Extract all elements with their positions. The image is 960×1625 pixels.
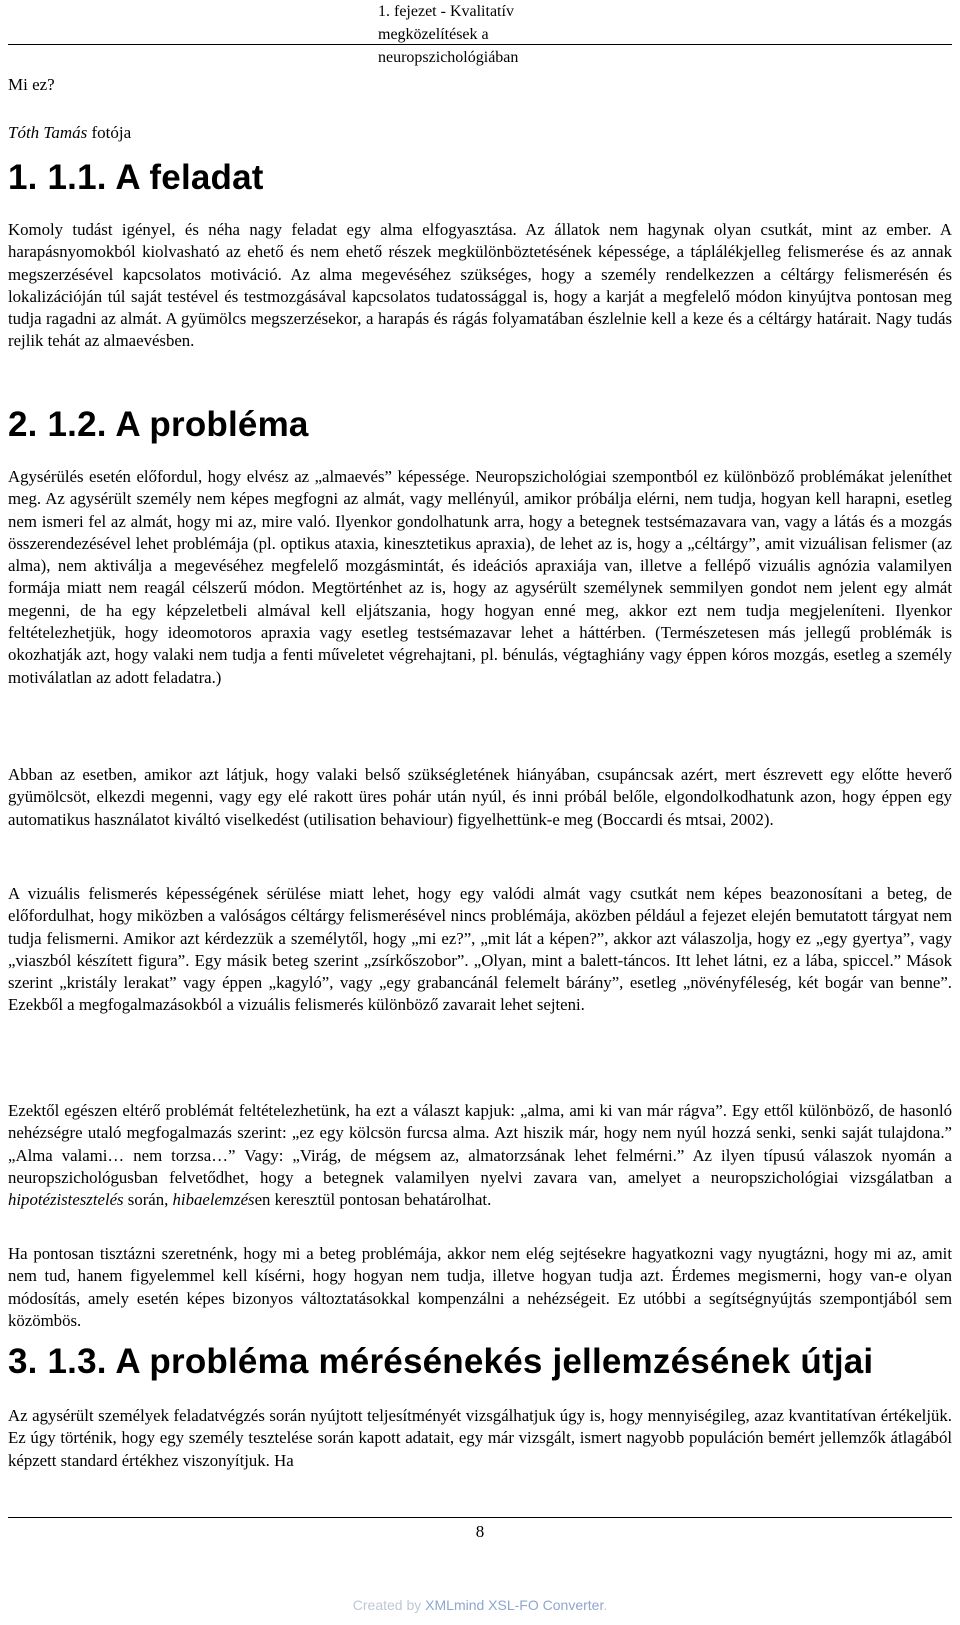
credit-period: . [603,1597,608,1613]
section-heading-meres: 3. 1.3. A probléma mérésénekés jellemzésének útjai [8,1342,874,1381]
paragraph-6: Ha pontosan tisztázni szeretnénk, hogy mi a beteg problémája, akkor nem elég sejtésekre hagyatkozni vagy nyugtázni, hogy mi az, amit nem tud, hanem figyelemmel kell kísérni, hogy hogyan nem tudja, illetve hogyan tudja azt. Érdemes megismerni, hogy van-e olyan módosítás, amely esetén képes bizonyos változtatásokkal kompenzálni a nehézségeit. Ez utóbbi a segítségnyújtás szempontjából sem közömbös. [8,1244,952,1330]
paragraph-5-text-b: során, [123,1190,173,1210]
paragraph-5 [8,1100,952,1211]
converter-link[interactable]: XMLmind XSL-FO Converter [425,1597,604,1613]
paragraph-1: Komoly tudást igényel, és néha nagy feladat egy alma elfogyasztása. Az állatok nem hagynak olyan csutkát, mint az ember. A harapásnyomokból kiolvasható az ehető és nem ehető részek megkülönböztetésének képessége, a táplálékjelleg felismerése és az annak megszerzésével kapcsolatos motiváció. Az alma megevéséhez szükséges, hogy a személy rendelkezzen a céltárgy felismerésén és lokalizációján túl saját testével és testmozgásával kapcsolatos tudatossággal is, hogy a karját a megfelelő módon kinyújtva pontosan meg tudja ragadni az almát. A gyümölcs megszerzésekor, a harapás és rágás folyamatában észlelnie kell a keze és a céltárgy határait. Nagy tudás rejlik tehát az almaevésben. [8,220,952,351]
credit-suffix: fotója [87,123,132,142]
paragraph-3: Abban az esetben, amikor azt látjuk, hogy valaki belső szükségletének hiányában, csupáncsak azért, mert észrevett egy előtte heverő gyümölcsöt, elkezdi megenni, vagy egy elé rakott üres pohár után nyúl, és inni próbál belőle, elgondolkodhatunk azon, hogy éppen egy automatikus használatot kiváltó viselkedést (utilisation behaviour) figyelhettünk-e meg (Boccardi és mtsai, 2002). [8,765,952,829]
running-header [8,0,952,66]
converter-credit [8,1597,952,1613]
paragraph-5-em-1: hipotézistesztelés [8,1190,124,1210]
paragraph-4: A vizuális felismerés képességének sérülése miatt lehet, hogy egy valódi almát vagy csutkát nem képes beazonosítani a beteg, de előfordulhat, hogy miközben a valóságos céltárgy felismerésével nincs problémája, aközben például a fejezet elején bemutatott tárgyat nem tudja felismerni. Amikor azt kérdezzük a személytől, hogy „mi ez?”, „mit lát a képen?”, akkor azt válaszolja, hogy ez „egy gyertya”, vagy „viaszból készített figura”. Egy másik beteg szerint „zsírkőszobor”. „Olyan, mint a balett-táncos. Itt lehet látni, ez a lába, spiccel.” Mások szerint „kristály lerakat” vagy éppen „kagyló”, vagy „egy grabancánál felemelt bárány”, esetleg „növényféleség, két bogár van benne”. Ezekből a megfogalmazásokból a vizuális felismerés különböző zavarait lehet sejteni. [8,884,952,1015]
footer-divider [8,1517,952,1518]
chapter-title: 1. fejezet - Kvalitatív megközelítések a neuropszichológiában [378,3,519,66]
section-heading-feladat: 1. 1.1. A feladat [8,158,264,197]
paragraph-7: Az agysérült személyek feladatvégzés során nyújtott teljesítményét vizsgálhatjuk úgy is, hogy mennyiségileg, azaz kvantitatívan értékeljük. Ez úgy történik, hogy egy személy tesztelése során kapott adatait, egy már vizsgált, ismert nagyobb populáción bemért jellemzők átlagából képzett standard értékhez viszonyítjuk. Ha [8,1406,952,1470]
credit-author: Tóth Tamás [8,123,88,142]
paragraph-5-em-2: hibaelemzés [172,1190,255,1210]
created-by-label: Created by [352,1597,426,1613]
page-number: 8 [475,1522,485,1541]
figure-caption-title: Mi ez? [8,75,55,94]
paragraph-5-text-a: Ezektől egészen eltérő problémát feltételezhetünk, ha ezt a választ kapjuk: „alma, ami ki van már rágva”. Egy ettől különböző, de hasonló nehézségre utaló megfogalmazás szerint: „ez egy kölcsön furcsa alma. Azt hiszik már, hogy nem nyúl hozzá senki, senki saját tulajdona.” „Alma valami… nem torzsa…” Vagy: „Virág, de mégsem az, almatorzsának lehet felmérni.” Az ilyen típusú válaszok nyomán a neuropszichológusban felvetődhet, hogy a betegnek valamilyen nyelvi zavara van, amelyet a neuropszichológiai vizsgálatban a [8,1101,952,1187]
figure-caption-credit [8,122,131,144]
paragraph-2: Agysérülés esetén előfordul, hogy elvész az „almaevés” képessége. Neuropszichológiai szempontból ez különböző problémákat jeleníthet meg. Az agysérült személy nem képes megfogni az almát, vagy mellényúl, amikor próbálja elérni, nem tudja, hogyan kell harapni, esetleg nem ismeri fel az almát, hogy mi az, mire való. Ilyenkor gondolhatunk arra, hogy a betegnek testsémazavara van, vagy a látás és a mozgás összerendezésével lehet problémája (pl. optikus ataxia, kinesztetikus apraxia), de lehet az is, hogy a „céltárgy”, amit vizuálisan felismer (az alma), nem aktiválja a megevéséhez megfelelő mozgásmintát, és ideációs apraxiája van, illetve a fellépő vizuális agnózia valamilyen formája miatt nem reagál célszerű módon. Megtörténhet az is, hogy az agysérült személynek semmilyen gondot nem jelent egy almát megenni, de ha egy képzeletbeli almával kell eljátszania, hogy hogyan enné meg, akkor ezt nem tudja megjeleníteni. Ilyenkor feltételezhetjük, hogy ideomotoros apraxia vagy esetleg testsémazavar lehet a háttérben. (Természetesen más jellegű problémák is okozhatják azt, hogy valaki nem tudja a fenti műveletet végrehajtani, pl. bénulás, végtaghiány vagy éppen kóros mozgás, esetleg a személy motiválatlan az adott feladatra.) [8,467,952,687]
paragraph-5-text-c: en keresztül pontosan behatárolhat. [254,1190,492,1210]
section-heading-problema: 2. 1.2. A probléma [8,405,309,444]
